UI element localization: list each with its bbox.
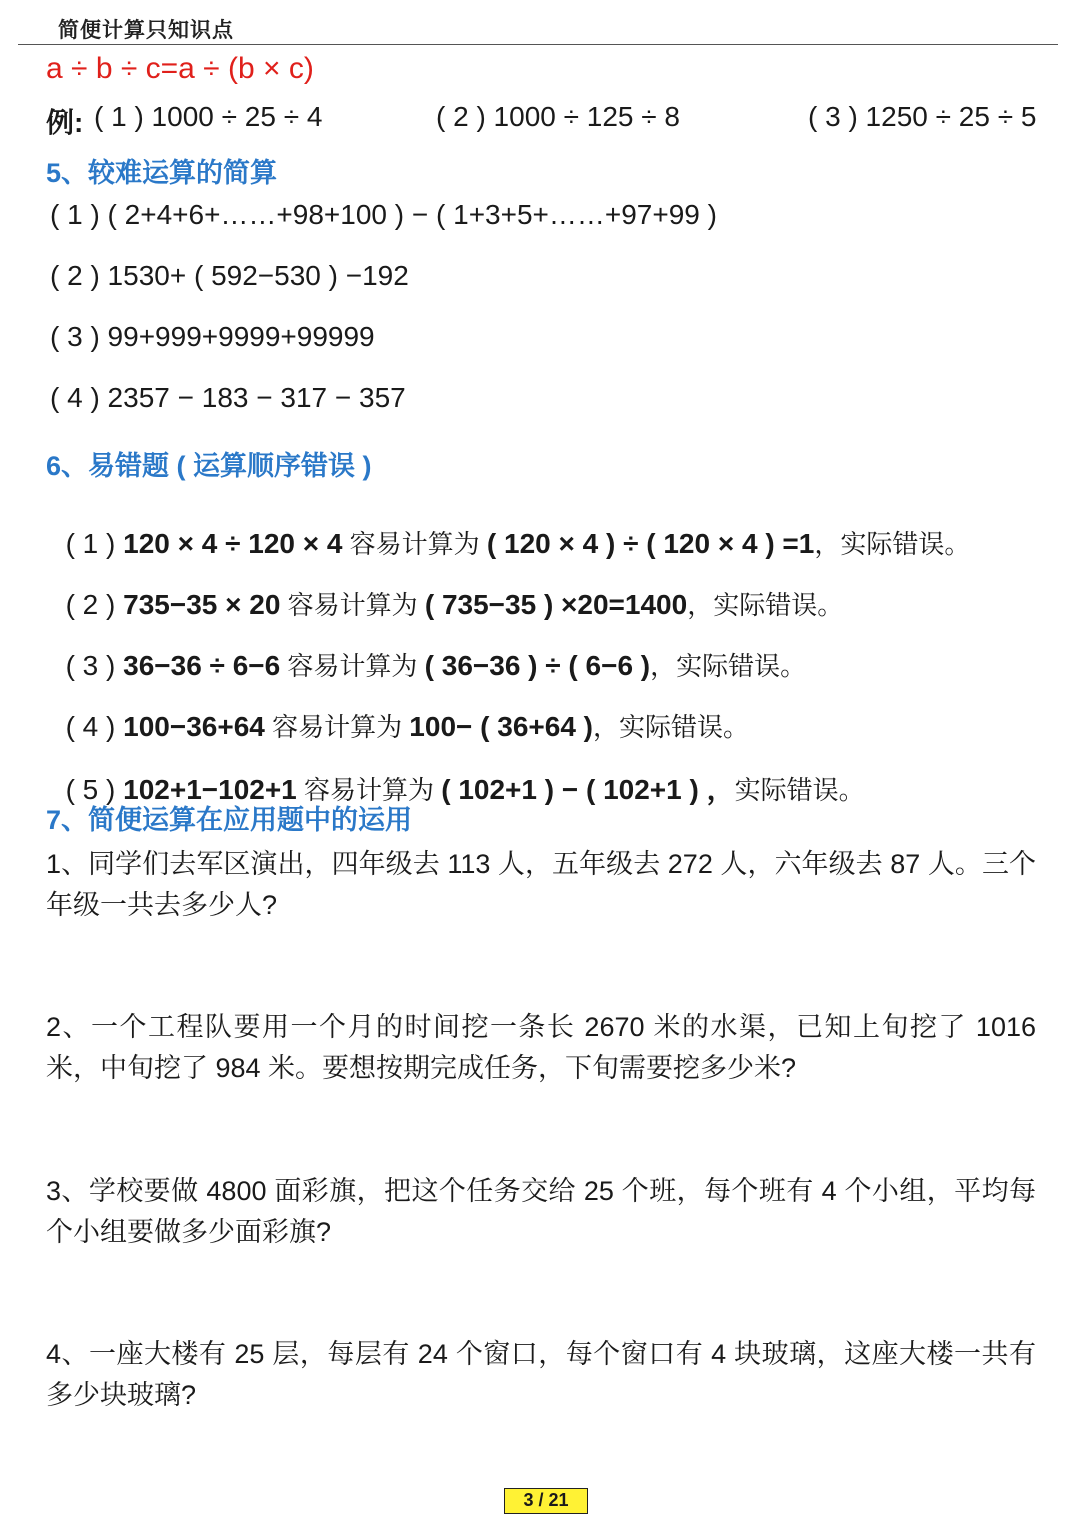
section-6-item-1 — [50, 492, 970, 561]
formula: a ÷ b ÷ c=a ÷ (b × c) — [46, 52, 314, 85]
note: ，实际错误。 — [687, 590, 844, 620]
example-label: 例: — [46, 107, 84, 138]
wrong-calculation: ( 102+1 ) − ( 102+1 ) ， — [441, 774, 735, 805]
example-item-2: ( 2 ) 1000 ÷ 125 ÷ 8 — [436, 101, 680, 132]
section-6-item-2 — [50, 553, 843, 622]
section-7-heading: 7、简便运算在应用题中的运用 — [46, 805, 413, 835]
wrong-calculation: ( 120 × 4 ) ÷ ( 120 × 4 ) =1 — [486, 528, 815, 559]
section-5-item-1: ( 1 ) ( 2+4+6+……+98+100 ) − ( 1+3+5+……+97+99 ) — [50, 199, 717, 230]
section-5-item-3: ( 3 ) 99+999+9999+99999 — [50, 321, 375, 352]
item-number: ( 1 ) — [65, 528, 124, 559]
expression: 120 × 4 ÷ 120 × 4 — [123, 528, 343, 559]
item-number: ( 4 ) — [65, 711, 124, 742]
connector-text: 容易计算为 — [280, 651, 425, 681]
header-divider — [18, 44, 1058, 45]
page-indicator: 3 / 21 — [504, 1488, 588, 1514]
word-problem-1: 1、同学们去军区演出，四年级去 113 人，五年级去 272 人，六年级去 87 人。三个年级一共去多少人? — [46, 849, 1036, 920]
word-problem-2: 2、一个工程队要用一个月的时间挖一条长 2670 米的水渠，已知上旬挖了 1016 米，中旬挖了 984 米。要想按期完成任务，下旬需要挖多少米? — [46, 1012, 1036, 1083]
wrong-calculation: ( 36−36 ) ÷ ( 6−6 ) — [424, 650, 651, 681]
note: 实际错误。 — [734, 775, 865, 805]
item-number: ( 3 ) — [65, 650, 124, 681]
item-number: ( 5 ) — [65, 774, 124, 805]
page-header-title: 简便计算只知识点 — [58, 17, 234, 42]
item-number: ( 2 ) — [65, 589, 124, 620]
example-item-1: ( 1 ) 1000 ÷ 25 ÷ 4 — [94, 101, 323, 132]
example-item-3: ( 3 ) 1250 ÷ 25 ÷ 5 — [808, 101, 1037, 132]
section-6-item-3 — [50, 614, 806, 683]
note: ，实际错误。 — [814, 529, 971, 559]
expression: 102+1−102+1 — [123, 774, 297, 805]
section-5-item-2: ( 2 ) 1530+ ( 592−530 ) −192 — [50, 260, 409, 291]
word-problem-3: 3、学校要做 4800 面彩旗，把这个任务交给 25 个班，每个班有 4 个小组，平均每个小组要做多少面彩旗? — [46, 1176, 1036, 1247]
note: ，实际错误。 — [593, 712, 750, 742]
expression: 36−36 ÷ 6−6 — [123, 650, 281, 681]
section-6-heading: 6、易错题 ( 运算顺序错误 ) — [46, 451, 372, 481]
note: ，实际错误。 — [650, 651, 807, 681]
section-5-item-4: ( 4 ) 2357 − 183 − 317 − 357 — [50, 382, 406, 413]
expression: 735−35 × 20 — [123, 589, 281, 620]
connector-text: 容易计算为 — [264, 712, 410, 742]
section-5-heading: 5、较难运算的简算 — [46, 158, 278, 188]
connector-text: 容易计算为 — [342, 529, 487, 559]
word-problem-4: 4、一座大楼有 25 层，每层有 24 个窗口，每个窗口有 4 块玻璃，这座大楼一共有多少块玻璃? — [46, 1339, 1036, 1410]
connector-text: 容易计算为 — [296, 775, 442, 805]
connector-text: 容易计算为 — [280, 590, 425, 620]
wrong-calculation: 100− ( 36+64 ) — [409, 711, 593, 742]
wrong-calculation: ( 735−35 ) ×20=1400 — [424, 589, 688, 620]
expression: 100−36+64 — [123, 711, 265, 742]
section-6-item-4 — [50, 675, 749, 744]
